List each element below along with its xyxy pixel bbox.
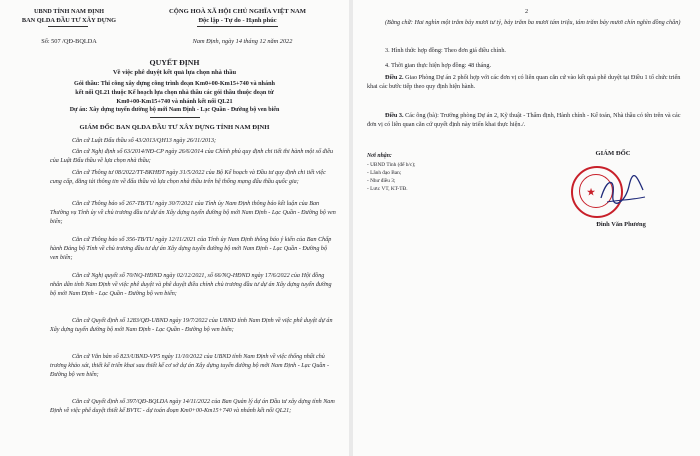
article-3-text: Các ông (bà): Trưởng phòng Dự án 2, Kỹ thuật - Thẩm định, Hành chính - Kế toán, Nhà thầu có tên trên và các đơn vị có liên quan căn cứ quyết định này triển khai thực hiện./. <box>367 112 681 129</box>
basis-6: Căn cứ Nghị quyết số 70/NQ-HĐND ngày 02/12/2021, số 66/NQ-HĐND ngày 17/6/2022 của Hội đồng nhân dân tỉnh Nam Định về việc phê duyệt và phê duyệt điều chỉnh chủ trương đầu tư dự án Xây dựng tuyến đường bộ mới Nam Định - Lạc Quần - Đường bộ ven biển; <box>50 273 332 298</box>
basis-9: Căn cứ Quyết định số 397/QĐ-BQLDA ngày 14/11/2022 của Ban Quản lý dự án Đầu tư xây dựng tỉnh Nam Định về việc phê duyệt thiết kế BVTC - dự toán đoạn Km0+00-Km15+740 và nhánh kết nối QL21; <box>50 399 335 415</box>
basis-5: Căn cứ Thông báo số 356-TB/TU ngày 12/11/2021 của Tỉnh ủy Nam Định thông báo ý kiến của Ban Chấp hành Đảng bộ Tỉnh về chủ trương đầu tư dự án Xây dựng tuyến đường bộ mới Nam Định - Lạc Quần - Đường bộ ven biển; <box>50 237 332 262</box>
signer-name: Đinh Văn Phương <box>596 221 646 228</box>
recipients-title: Nơi nhận: <box>367 153 392 159</box>
basis-4: Căn cứ Thông báo số 267-TB/TU ngày 30/7/2021 của Tỉnh ủy Nam Định thông báo kết luận của Ban Thường vụ Tỉnh ủy về chủ trương đầu tư dự án Xây dựng tuyến đường bộ mới Nam Định - Lạc Quần - Đường bộ ven biển; <box>50 201 336 226</box>
document-page-2 <box>353 0 700 456</box>
agency-underline <box>48 26 88 27</box>
recipient-2: - Lãnh đạo Ban; <box>367 170 402 176</box>
place-date: Nam Định, ngày 14 tháng 12 năm 2022 <box>192 38 293 45</box>
basis-2: Căn cứ Nghị định số 63/2014/NĐ-CP ngày 26/6/2014 của Chính phủ quy định chi tiết thi hành một số điều của Luật Đấu thầu về lựa chọn nhà thầu; <box>50 149 334 165</box>
basis-8: Căn cứ Văn bản số 823/UBND-VP5 ngày 11/10/2022 của UBND tỉnh Nam Định về việc thống nhất chủ trương khảo sát, thiết kế triển khai sau thiết kế cơ sở dự án Xây dựng tuyến đường bộ mới Nam Định - Lạc Quần - Đường bộ ven biển; <box>50 354 330 379</box>
agency-name: BAN QLDA ĐẦU TƯ XÂY DỰNG <box>21 17 117 24</box>
basis-3: Căn cứ Thông tư 08/2022/TT-BKHĐT ngày 31/5/2022 của Bộ Kế hoạch và Đầu tư quy định chi tiết việc cung cấp, đăng tải thông tin về đấu thầu và lựa chọn nhà thầu trên hệ thống mạng đấu thầu quốc gia; <box>50 170 326 186</box>
package-line-1: Gói thầu: Thi công xây dựng công trình đoạn Km0+00-Km15+740 và nhánh <box>74 80 275 87</box>
title-underline <box>150 117 200 118</box>
recipient-4: - Lưu: VT, KT-TĐ. <box>367 186 408 192</box>
package-line-2: kết nối QL21 thuộc Kế hoạch lựa chọn nhà thầu các gói thầu thuộc đoạn từ <box>75 89 274 96</box>
amount-in-words: (Bằng chữ: Hai nghìn một trăm bảy mươi tư tỷ, bảy trăm ba mươi tám triệu, tám trăm bảy mươi chín nghìn đồng chẵn) <box>385 19 681 26</box>
document-page-1 <box>0 0 349 456</box>
recipient-3: - Như điều 3; <box>367 178 396 184</box>
national-motto: Độc lập - Tự do - Hạnh phúc <box>198 17 277 24</box>
stamp-star-icon: ★ <box>587 187 596 197</box>
article-2-text: Giao Phòng Dự án 2 phối hợp với các đơn vị có liên quan căn cứ vào kết quả phê duyệt tại Điều 1 tổ chức triển khai các bước tiếp theo quy định hiện hành. <box>367 74 681 91</box>
signature-icon <box>597 170 649 210</box>
recipient-1: - UBND Tỉnh (để b/c); <box>367 162 416 168</box>
article-2 <box>367 73 689 92</box>
contract-duration: 4. Thời gian thực hiện hợp đồng: 48 tháng. <box>385 62 492 69</box>
nation-title: CỘNG HOÀ XÃ HỘI CHỦ NGHĨA VIỆT NAM <box>169 8 306 15</box>
article-2-label: Điều 2. <box>385 74 404 81</box>
project-line: Dự án: Xây dựng tuyến đường bộ mới Nam Định - Lạc Quần - Đường bộ ven biển <box>69 107 280 113</box>
contract-form: 3. Hình thức hợp đồng: Theo đơn giá điều chỉnh. <box>385 47 506 54</box>
signer-title: GIÁM ĐỐC <box>595 150 631 157</box>
basis-1: Căn cứ Luật Đấu thầu số 43/2013/QH13 ngày 26/11/2013; <box>72 138 217 144</box>
page-number: 2 <box>524 8 529 15</box>
package-line-3: Km0+00-Km15+740 và nhánh kết nối QL21 <box>116 98 233 105</box>
document-subject: Về việc phê duyệt kết quả lựa chọn nhà thầu <box>112 69 237 76</box>
article-3 <box>367 111 689 130</box>
document-number: Số: 507 /QĐ-BQLDA <box>41 38 97 45</box>
document-type: QUYẾT ĐỊNH <box>149 58 200 67</box>
motto-underline <box>197 26 278 27</box>
article-3-label: Điều 3. <box>385 112 404 119</box>
agency-parent: UBND TỈNH NAM ĐỊNH <box>33 8 105 15</box>
basis-7: Căn cứ Quyết định số 1283/QĐ-UBND ngày 19/7/2022 của UBND tỉnh Nam Định về việc phê duyệt dự án Xây dựng tuyến đường bộ mới Nam Định - Lạc Quần - Đường bộ ven biển; <box>50 318 333 334</box>
authority-heading: GIÁM ĐỐC BAN QLDA ĐẦU TƯ XÂY DỰNG TỈNH NAM ĐỊNH <box>79 124 270 131</box>
